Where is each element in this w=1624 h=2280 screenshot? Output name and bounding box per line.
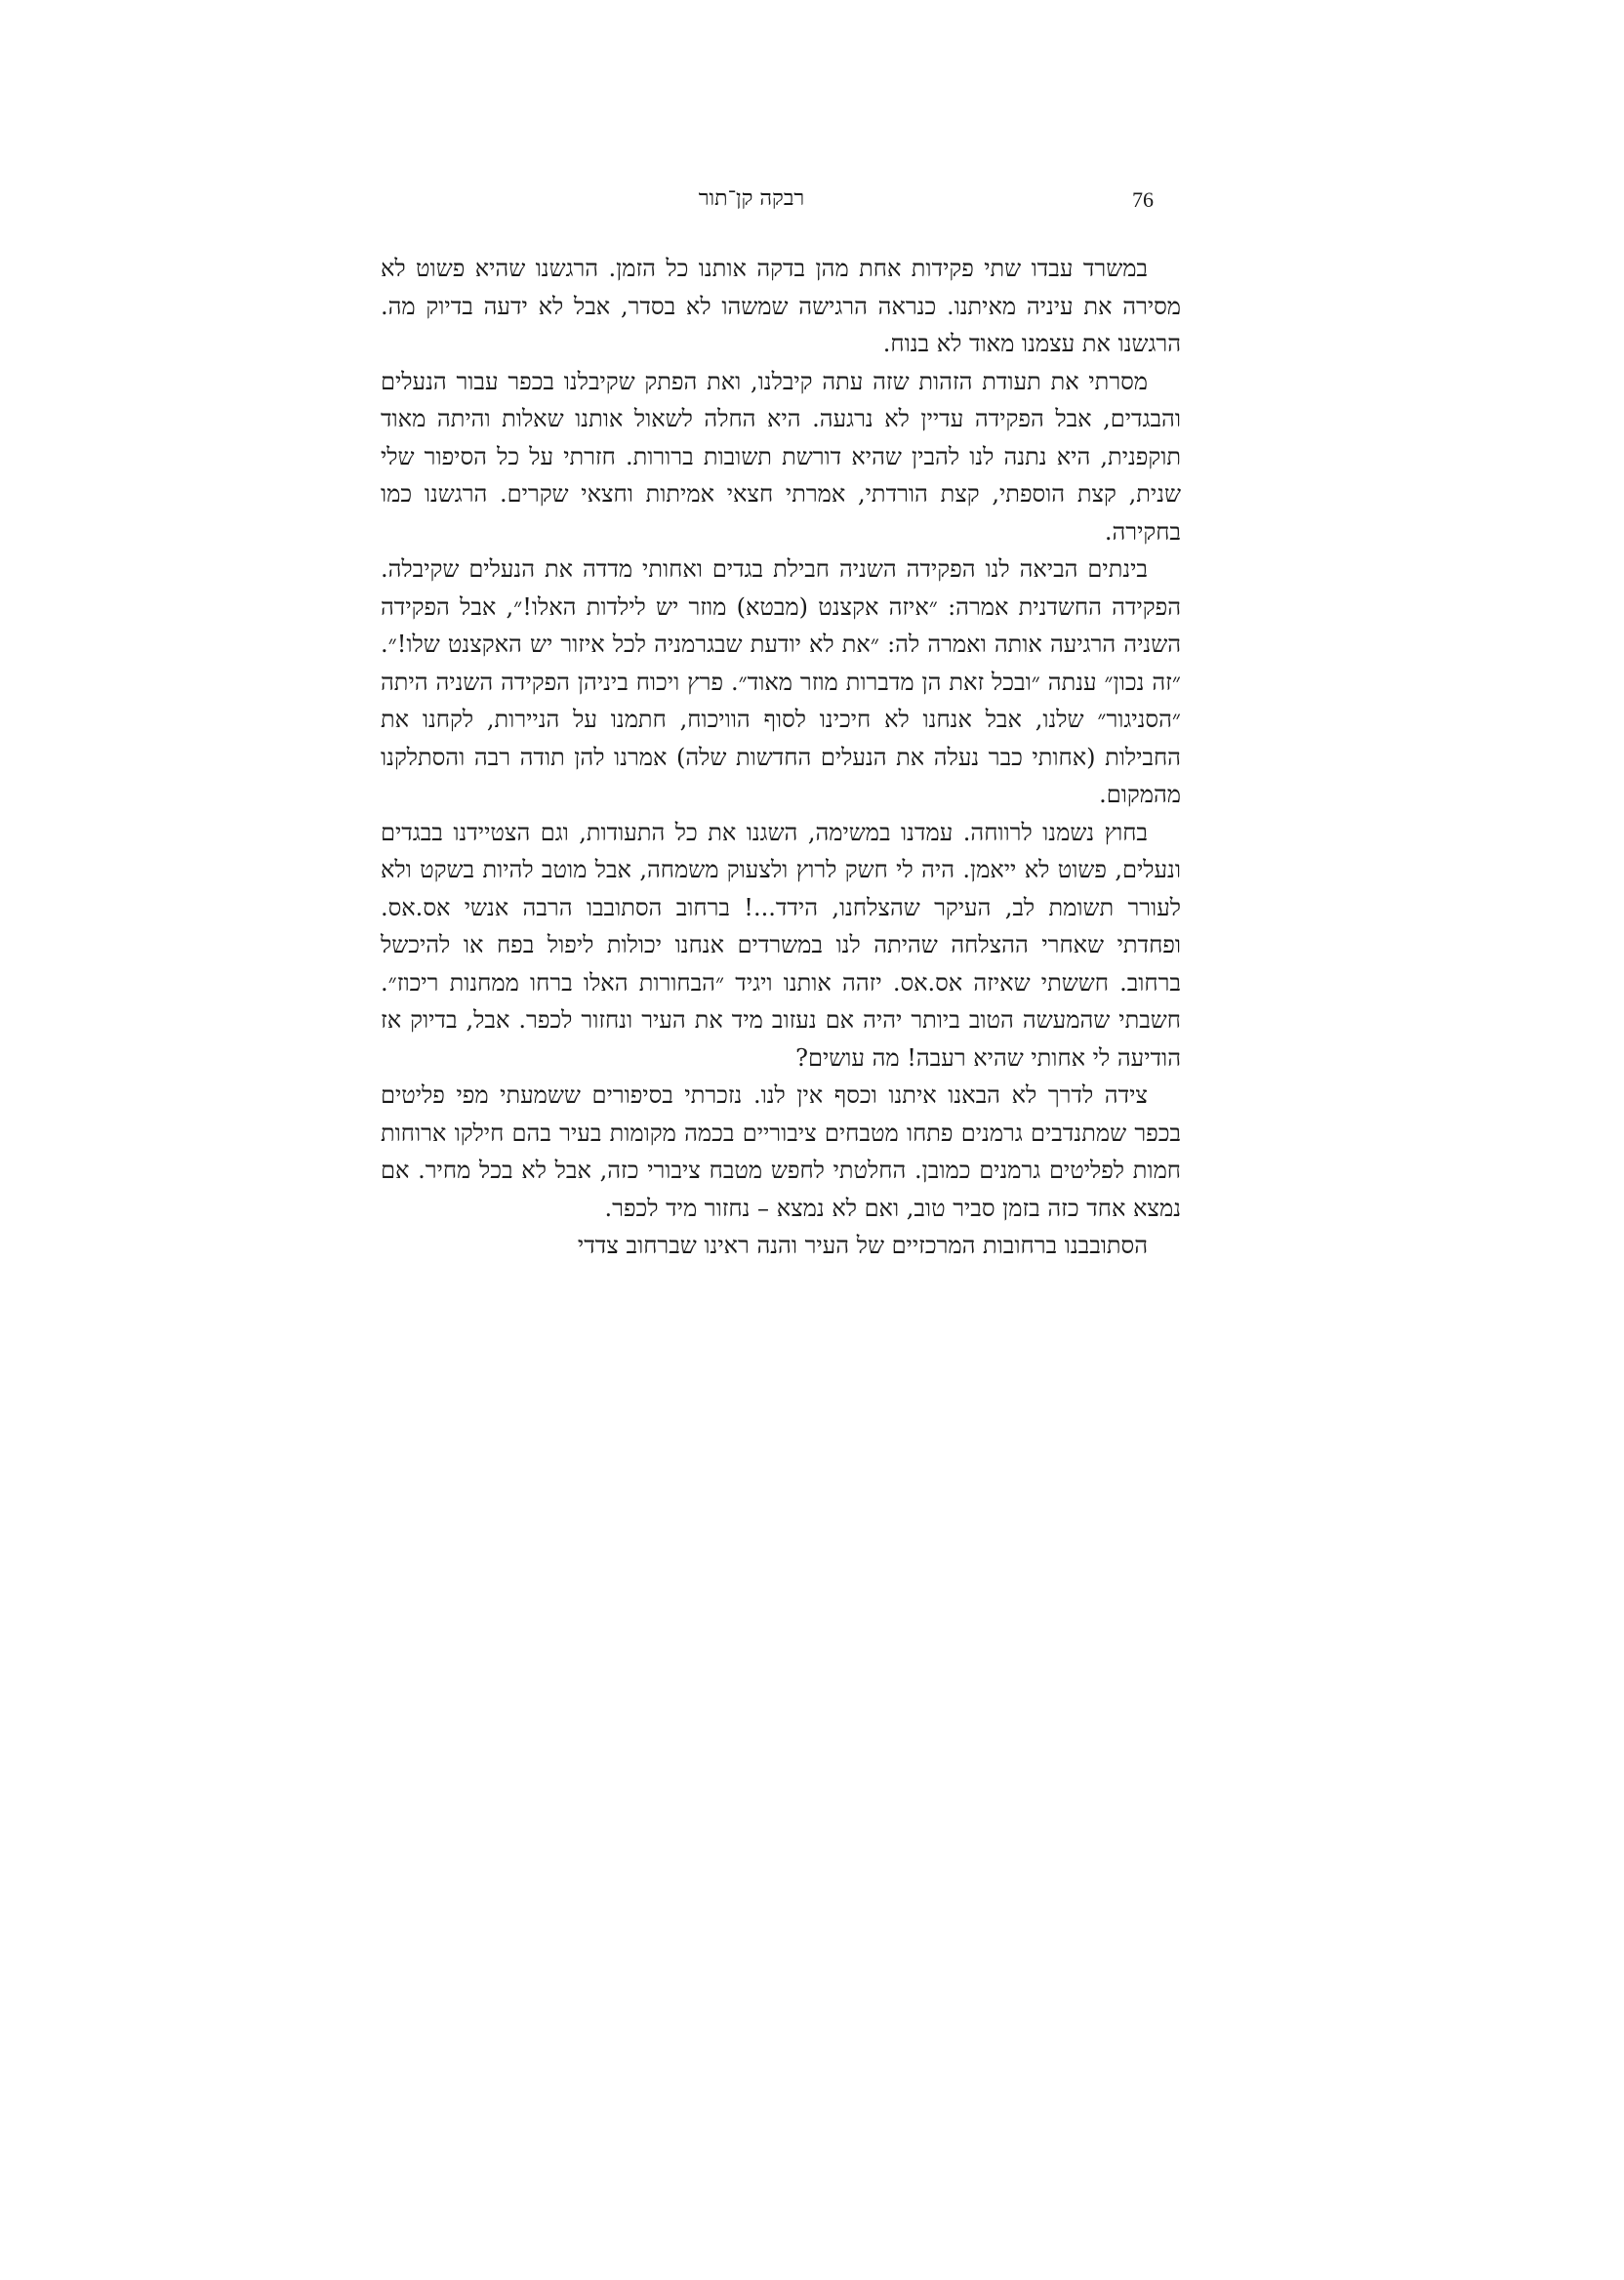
page-number: 76 (1132, 187, 1154, 212)
body-text (381, 250, 1181, 1265)
paragraph: מסרתי את תעודת הזהות שזה עתה קיבלנו, ואת הפתק שקיבלנו בכפר עבור הנעלים והבגדים, אבל הפקידה עדיין לא נרגעה. היא החלה לשאול אותנו שאלות והיתה מאוד תוקפנית, היא נתנה לנו להבין שהיא דורשת תשובות ברורות. חזרתי על כל הסיפור שלי שנית, קצת הוספתי, קצת הורדתי, אמרתי חצאי אמיתות וחצאי שקרים. הרגשנו כמו בחקירה. (381, 367, 1181, 546)
paragraph: הסתובבנו ברחובות המרכזיים של העיר והנה ראינו שברחוב צדדי (577, 1232, 1148, 1259)
running-head: רבקה קן־תור (698, 186, 805, 211)
paragraph: במשרד עבדו שתי פקידות אחת מהן בדקה אותנו כל הזמן. הרגשנו שהיא פשוט לא מסירה את עיניה מאיתנו. כנראה הרגישה שמשהו לא בסדר, אבל לא ידעה בדיוק מה. הרגשנו את עצמנו מאוד לא בנוח. (381, 255, 1181, 357)
paragraph: בחוץ נשמנו לרווחה. עמדנו במשימה, השגנו את כל התעודות, וגם הצטיידנו בבגדים ונעלים, פשוט לא ייאמן. היה לי חשק לרוץ ולצעוק משמחה, אבל מוטב להיות בשקט ולא לעורר תשומת לב, העיקר שהצלחנו, הידד...! ברחוב הסתובבו הרבה אנשי אס.אס. ופחדתי שאחרי ההצלחה שהיתה לנו במשרדים אנחנו יכולות ליפול בפח או להיכשל ברחוב. חששתי שאיזה אס.אס. יזהה אותנו ויגיד ״הבחורות האלו ברחו ממחנות ריכוז״. חשבתי שהמעשה הטוב ביותר יהיה אם נעזוב מיד את העיר ונחזור לכפר. אבל, בדיוק אז הודיעה לי אחותי שהיא רעבה! מה עושים? (381, 818, 1182, 1072)
paragraph: צידה לדרך לא הבאנו איתנו וכסף אין לנו. נזכרתי בסיפורים ששמעתי מפי פליטים בכפר שמתנדבים גרמנים פתחו מטבחים ציבוריים בכמה מקומות בעיר בהם חילקו ארוחות חמות לפליטים גרמנים כמובן. החלטתי לחפש מטבח ציבורי כזה, אבל לא בכל מחיר. אם נמצא אחד כזה בזמן סביר טוב, ואם לא נמצא – נחזור מיד לכפר. (381, 1081, 1181, 1222)
paragraph: בינתים הביאה לנו הפקידה השניה חבילת בגדים ואחותי מדדה את הנעלים שקיבלה. הפקידה החשדנית אמרה: ״איזה אקצנט (מבטא) מוזר יש לילדות האלו!״, אבל הפקידה השניה הרגיעה אותה ואמרה לה: ״את לא יודעת שבגרמניה לכל איזור יש האקצנט שלו!״. ״זה נכון״ ענתה ״ובכל זאת הן מדברות מוזר מאוד״. פרץ ויכוח ביניהן הפקידה השניה היתה ״הסניגור״ שלנו, אבל אנחנו לא חיכינו לסוף הוויכוח, חתמנו על הניירות, לקחנו את החבילות (אחותי כבר נעלה את הנעלים החדשות שלה) אמרנו להן תודה רבה והסתלקנו מהמקום. (381, 555, 1182, 808)
